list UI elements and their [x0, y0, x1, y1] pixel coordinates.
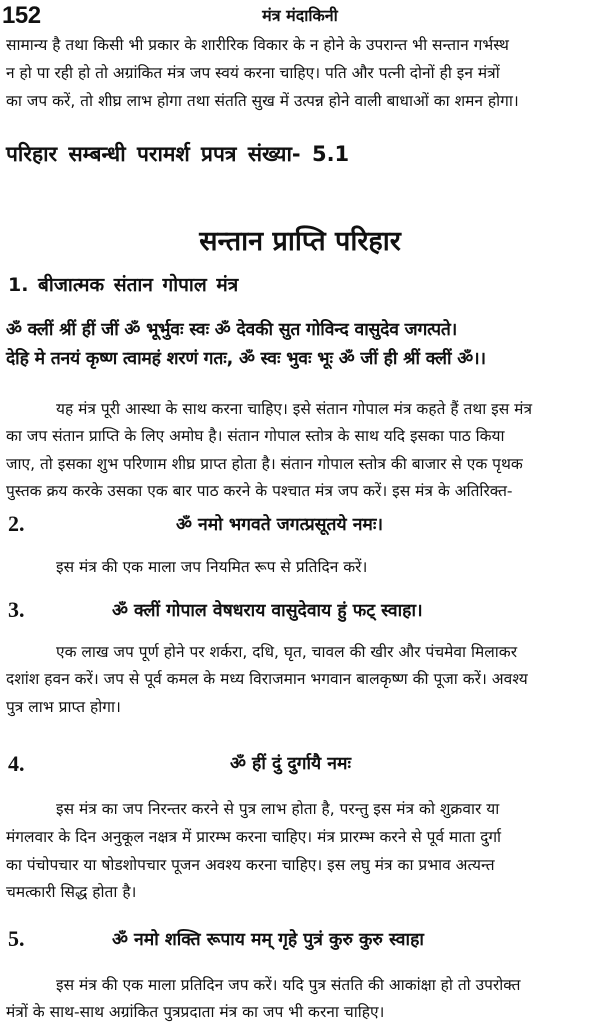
item4-mantra: ॐ हीं दुं दुर्गायै नमः [230, 754, 351, 774]
item2-description-line: इस मंत्र की एक माला जप नियमित रूप से प्रतिदिन करें। [56, 558, 368, 576]
item3-description-line: दशांश हवन करें। जप से पूर्व कमल के मध्य विराजमान भगवान बालकृष्ण की पूजा करें। अवश्य [6, 670, 528, 688]
intro-line: सामान्य है तथा किसी भी प्रकार के शारीरिक विकार के न होने के उपरान्त भी सन्तान गर्भस्थ [6, 36, 509, 54]
item1-heading: 1. बीजात्मक संतान गोपाल मंत्र [8, 274, 239, 296]
item2-mantra: ॐ नमो भगवते जगत्प्रसूतये नमः। [176, 515, 384, 535]
item5-description-line: मंत्रों के साथ-साथ अग्रांकित पुत्रप्रदाता मंत्र का जप भी करना चाहिए। [6, 1003, 385, 1021]
item5-description-line: इस मंत्र की एक माला प्रतिदिन जप करें। यदि पुत्र संतति की आकांक्षा हो तो उपरोक्त [56, 976, 521, 994]
section-title: सन्तान प्राप्ति परिहार [199, 226, 401, 257]
consultation-heading: परिहार सम्बन्धी परामर्श प्रपत्र संख्या- 5.1 [6, 142, 350, 166]
intro-line: न हो पा रही हो तो अग्रांकित मंत्र जप स्वयं करना चाहिए। पति और पत्नी दोनों ही इन मंत्रों [6, 64, 500, 82]
item3-number: 3. [8, 597, 25, 622]
item2-number: 2. [8, 511, 25, 536]
item3-description-line: एक लाख जप पूर्ण होने पर शर्करा, दधि, घृत, चावल की खीर और पंचमेवा मिलाकर [56, 643, 518, 661]
item4-number: 4. [8, 751, 25, 776]
running-title: मंत्र मंदाकिनी [262, 6, 338, 25]
item1-description-line: का जप संतान प्राप्ति के लिए अमोघ है। संतान गोपाल स्तोत्र के साथ यदि इसका पाठ किया [6, 427, 505, 445]
item1-description-line: जाए, तो इसका शुभ परिणाम शीघ्र प्राप्त होता है। संतान गोपाल स्तोत्र की बाजार से एक पृथक [6, 455, 523, 473]
item4-description-line: का पंचोपचार या षोडशोपचार पूजन अवश्य करना चाहिए। इस लघु मंत्र का प्रभाव अत्यन्त [6, 856, 495, 874]
page-number: 152 [2, 2, 41, 29]
item4-description-line: मंगलवार के दिन अनुकूल नक्षत्र में प्रारम्भ करना चाहिए। मंत्र प्रारम्भ करने से पूर्व माता दुर्गा [6, 828, 502, 846]
item1-mantra-line: देहि मे तनयं कृष्ण त्वामहं शरणं गतः, ॐ स्वः भुवः भूः ॐ जीं ही श्रीं क्लीं ॐ।। [6, 349, 486, 369]
item4-description-line: इस मंत्र का जप निरन्तर करने से पुत्र लाभ होता है, परन्तु इस मंत्र को शुक्रवार या [56, 800, 500, 818]
item5-mantra: ॐ नमो शक्ति रूपाय मम् गृहे पुत्रं कुरु कुरु स्वाहा [112, 930, 424, 950]
item3-description-line: पुत्र लाभ प्राप्त होगा। [6, 698, 121, 716]
item5-number: 5. [8, 926, 25, 951]
intro-line: का जप करें, तो शीघ्र लाभ होगा तथा संतति सुख में उत्पन्न होने वाली बाधाओं का शमन होगा। [6, 92, 519, 110]
item1-description-line: यह मंत्र पूरी आस्था के साथ करना चाहिए। इसे संतान गोपाल मंत्र कहते हैं तथा इस मंत्र [56, 400, 533, 418]
item1-mantra-line: ॐ क्लीं श्रीं हीं जीं ॐ भूर्भुवः स्वः ॐ देवकी सुत गोविन्द वासुदेव जगत्पते। [6, 320, 458, 340]
item3-mantra: ॐ क्लीं गोपाल वेषधराय वासुदेवाय हुं फट् स्वाहा। [112, 601, 423, 621]
item1-description-line: पुस्तक क्रय करके उसका एक बार पाठ करने के पश्चात मंत्र जप करें। इस मंत्र के अतिरिक्त- [6, 482, 513, 500]
item4-description-line: चमत्कारी सिद्ध होता है। [6, 883, 137, 901]
